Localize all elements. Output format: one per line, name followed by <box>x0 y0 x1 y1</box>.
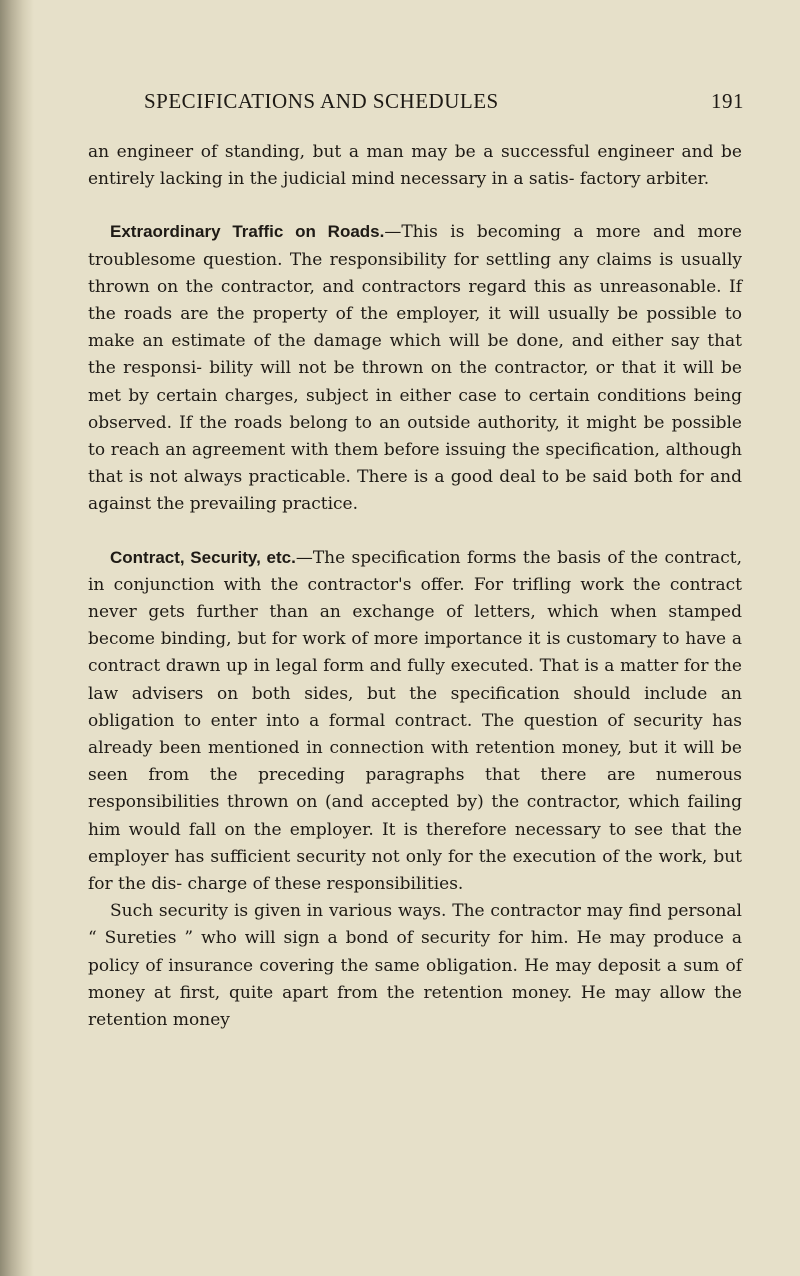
page-number: 191 <box>711 89 744 113</box>
paragraph-such-security: Such security is given in various ways. The contractor may find personal “ Sureties ” who will sign a bond of security for him. He may produce a policy of insurance covering the same obligation. He may deposit a sum of money at first, quite apart from the retention money. He may allow the retention money <box>88 901 742 1031</box>
section-heading-extraordinary-traffic: Extraordinary Traffic on Roads. <box>110 222 385 242</box>
paragraph-extraordinary-traffic <box>88 218 742 518</box>
paragraph-continued: an engineer of standing, but a man may be a successful engineer and be entirely lacking in the judicial mind necessary in a satis- factory arbiter. <box>88 142 742 190</box>
running-head-title: SPECIFICATIONS AND SCHEDULES <box>144 89 499 113</box>
body-text <box>88 139 742 1034</box>
running-head <box>144 89 744 119</box>
paragraph-contract-security-body: —The specification forms the basis of the contract, in conjunction with the contractor's offer. For trifling work the contract never gets further than an exchange of letters, which when stamped become binding, but for work of more importance it is customary to have a contract drawn up in legal form and fully executed. That is a matter for the law advisers on both sides, but the specification should include an obligation to enter into a formal contract. The question of security has already been mentioned in connection with retention money, but it will be seen from the preceding paragraphs that there are numerous responsibilities thrown on (and accepted by) the contractor, which failing him would fall on the employer. It is therefore necessary to see that the employer has sufficient security not only for the execution of the work, but for the dis- charge of these responsibilities. <box>88 547 742 895</box>
section-heading-contract-security: Contract, Security, etc. <box>110 547 296 567</box>
paragraph-extraordinary-traffic-body: —This is becoming a more and more troublesome question. The responsibility for settling any claims is usually thrown on the contractor, and contractors regard this as unreasonable. If the roads are the property of the employer, it will usually be possible to make an estimate of the damage which will be done, and either say that the responsi- bility will not be thrown on the contractor, or that it will be met by certain charges, subject in either case to certain conditions being observed. If the roads belong to an outside authority, it might be possible to reach an agreement with them before issuing the specification, although that is not always practicable. There is a good deal to be said both for and against the prevailing practice. <box>88 222 742 515</box>
paragraph-contract-security <box>88 544 742 899</box>
